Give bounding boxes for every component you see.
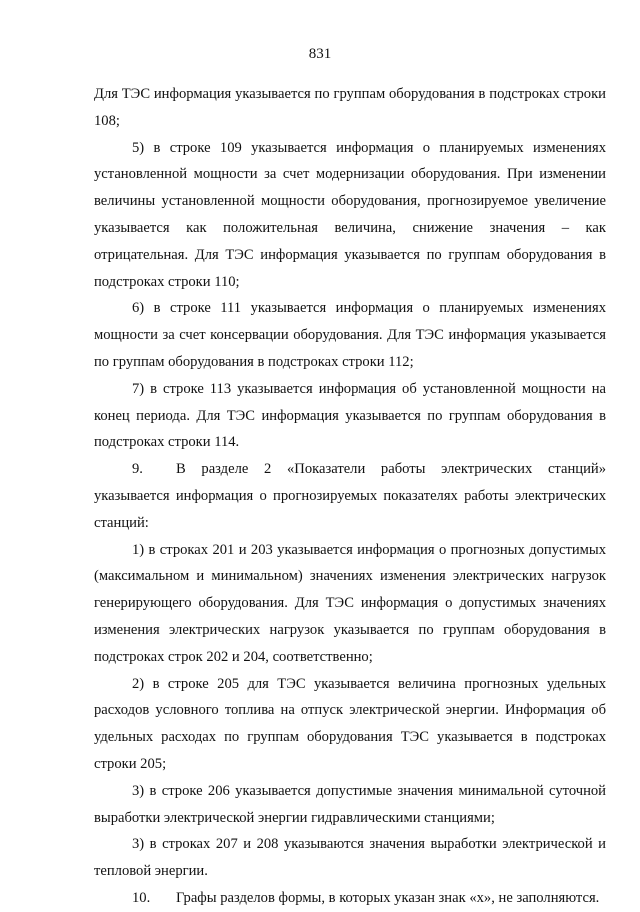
paragraph-text: 3) в строке 206 указывается допустимые значения минимальной суточной выработки электрической энергии гидравлическими станциями; xyxy=(94,782,606,826)
paragraph-text: 5) в строке 109 указывается информация о планируемых изменениях установленной мощности за счет модернизации оборудования. При изменении величины установленной мощности оборудования, прогнозируемое увеличение указывается как положительная величина, снижение значения – как отрицательная. Для ТЭС информация указывается по группам оборудования в подстроках строки 110; xyxy=(94,139,606,290)
paragraph xyxy=(94,537,606,671)
paragraph xyxy=(94,376,606,456)
paragraph xyxy=(94,135,606,296)
paragraph xyxy=(94,295,606,375)
paragraph-text: В разделе 2 «Показатели работы электрических станций» указывается информация о прогнозируемых показателях работы электрических станций: xyxy=(94,461,606,531)
paragraph xyxy=(94,81,606,135)
section-number: 9. xyxy=(132,461,143,478)
paragraph-text: 3) в строках 207 и 208 указываются значения выработки электрической и тепловой энергии. xyxy=(94,836,606,880)
paragraph-text: 6) в строке 111 указывается информация о планируемых изменениях мощности за счет консервации оборудования. Для ТЭС информация указывается по группам оборудования в подстроках строки 112; xyxy=(94,300,606,370)
paragraph xyxy=(94,885,606,912)
paragraph-text: 7) в строке 113 указывается информация об установленной мощности на конец периода. Для ТЭС информация указывается по группам оборудования в подстроках строки 114. xyxy=(94,380,606,451)
paragraph-text: 2) в строке 205 для ТЭС указывается величина прогнозных удельных расходов условного топлива на отпуск электрической энергии. Информация об удельных расходах по группам оборудования ТЭС указывается в подстроках строки 205; xyxy=(94,675,606,772)
paragraph-text: Для ТЭС информация указывается по группам оборудования в подстроках строки 108; xyxy=(94,86,606,129)
paragraph xyxy=(94,456,606,536)
paragraph xyxy=(94,831,606,885)
paragraph-text: Графы разделов формы, в которых указан знак «х», не заполняются. xyxy=(176,889,600,906)
document-body xyxy=(94,81,606,912)
page-number: 831 xyxy=(308,46,332,62)
paragraph xyxy=(94,671,606,778)
section-number: 10. xyxy=(132,889,151,906)
paragraph-text: 1) в строках 201 и 203 указывается информация о прогнозных допустимых (максимальном и минимальном) значениях изменения электрических нагрузок генерирующего оборудования. Для ТЭС информация о допустимых значениях изменения электрических нагрузок указывается по группам оборудования в подстроках строк 202 и 204, соответственно; xyxy=(94,541,606,665)
paragraph xyxy=(94,778,606,832)
